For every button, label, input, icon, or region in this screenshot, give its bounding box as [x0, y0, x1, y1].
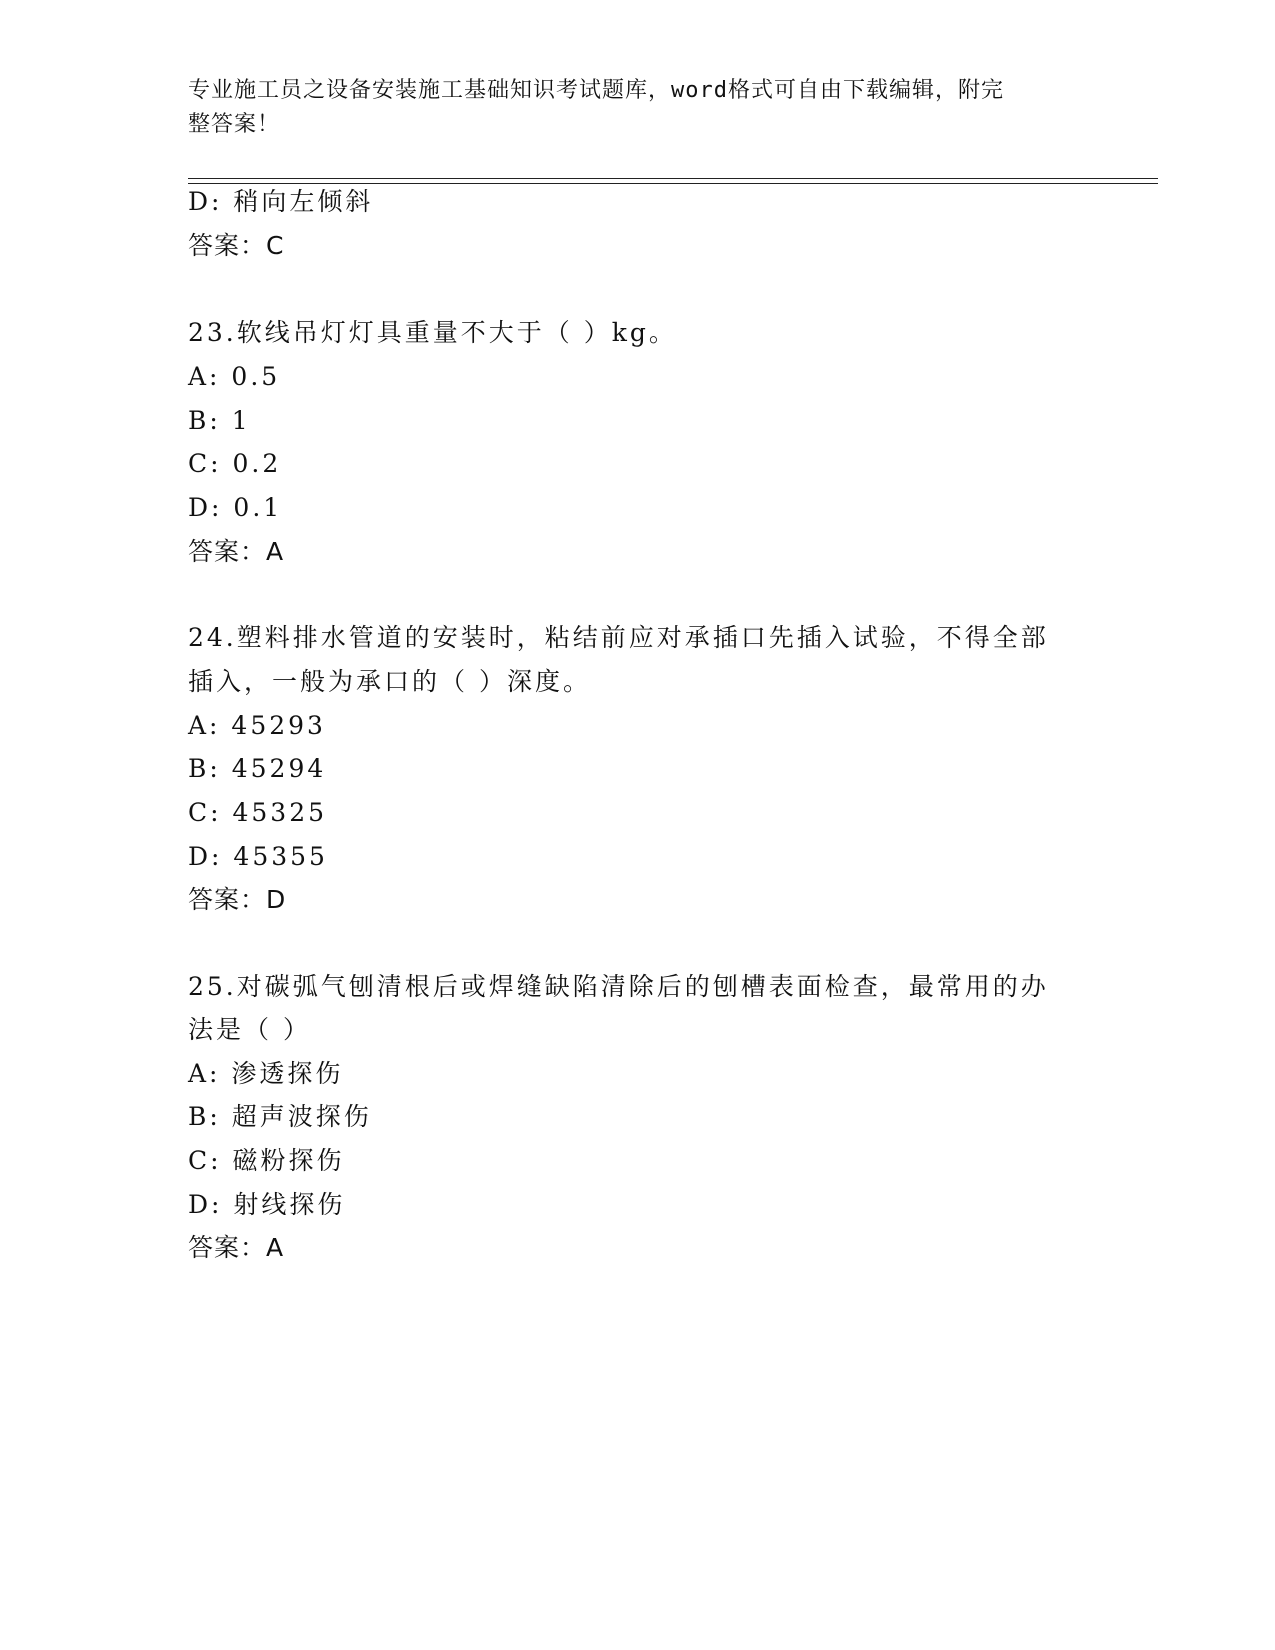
header-text-line-1: 专业施工员之设备安装施工基础知识考试题库，word格式可自由下载编辑，附完 — [188, 78, 1004, 103]
question-23-option-b: B: 1 — [188, 406, 251, 435]
question-25-option-b: B: 超声波探伤 — [188, 1102, 372, 1131]
question-25-option-c: C: 磁粉探伤 — [188, 1146, 345, 1175]
question-23-answer: 答案：A — [188, 537, 285, 566]
question-24-answer: 答案：D — [188, 885, 287, 914]
question-25-option-a: A: 渗透探伤 — [188, 1059, 344, 1088]
question-25-answer: 答案：A — [188, 1233, 285, 1262]
question-24-stem-line-2: 插入，一般为承口的（ ）深度。 — [188, 667, 591, 696]
question-25-stem-line-2: 法是（ ） — [188, 1015, 311, 1044]
question-24-stem-line-1: 24.塑料排水管道的安装时，粘结前应对承插口先插入试验，不得全部 — [188, 623, 1049, 652]
header-text-line-2: 整答案！ — [188, 112, 281, 137]
question-25-stem-line-1: 25.对碳弧气刨清根后或焊缝缺陷清除后的刨槽表面检查，最常用的办 — [188, 972, 1049, 1001]
question-24-option-b: B: 45294 — [188, 754, 327, 783]
question-23-stem: 23.软线吊灯灯具重量不大于（ ）kg。 — [188, 318, 677, 347]
question-23-option-a: A: 0.5 — [188, 362, 281, 391]
prev-question-answer: 答案：C — [188, 231, 285, 260]
question-25-option-d: D: 射线探伤 — [188, 1190, 346, 1219]
document-header — [188, 74, 1068, 142]
question-24-option-c: C: 45325 — [188, 798, 328, 827]
question-23-option-d: D: 0.1 — [188, 493, 283, 522]
question-24-option-d: D: 45355 — [188, 842, 328, 871]
prev-question-option-d: D: 稍向左倾斜 — [188, 187, 374, 216]
header-divider-top — [188, 178, 1158, 179]
header-divider-bottom — [188, 183, 1158, 184]
question-23-option-c: C: 0.2 — [188, 449, 282, 478]
question-24-option-a: A: 45293 — [188, 711, 326, 740]
